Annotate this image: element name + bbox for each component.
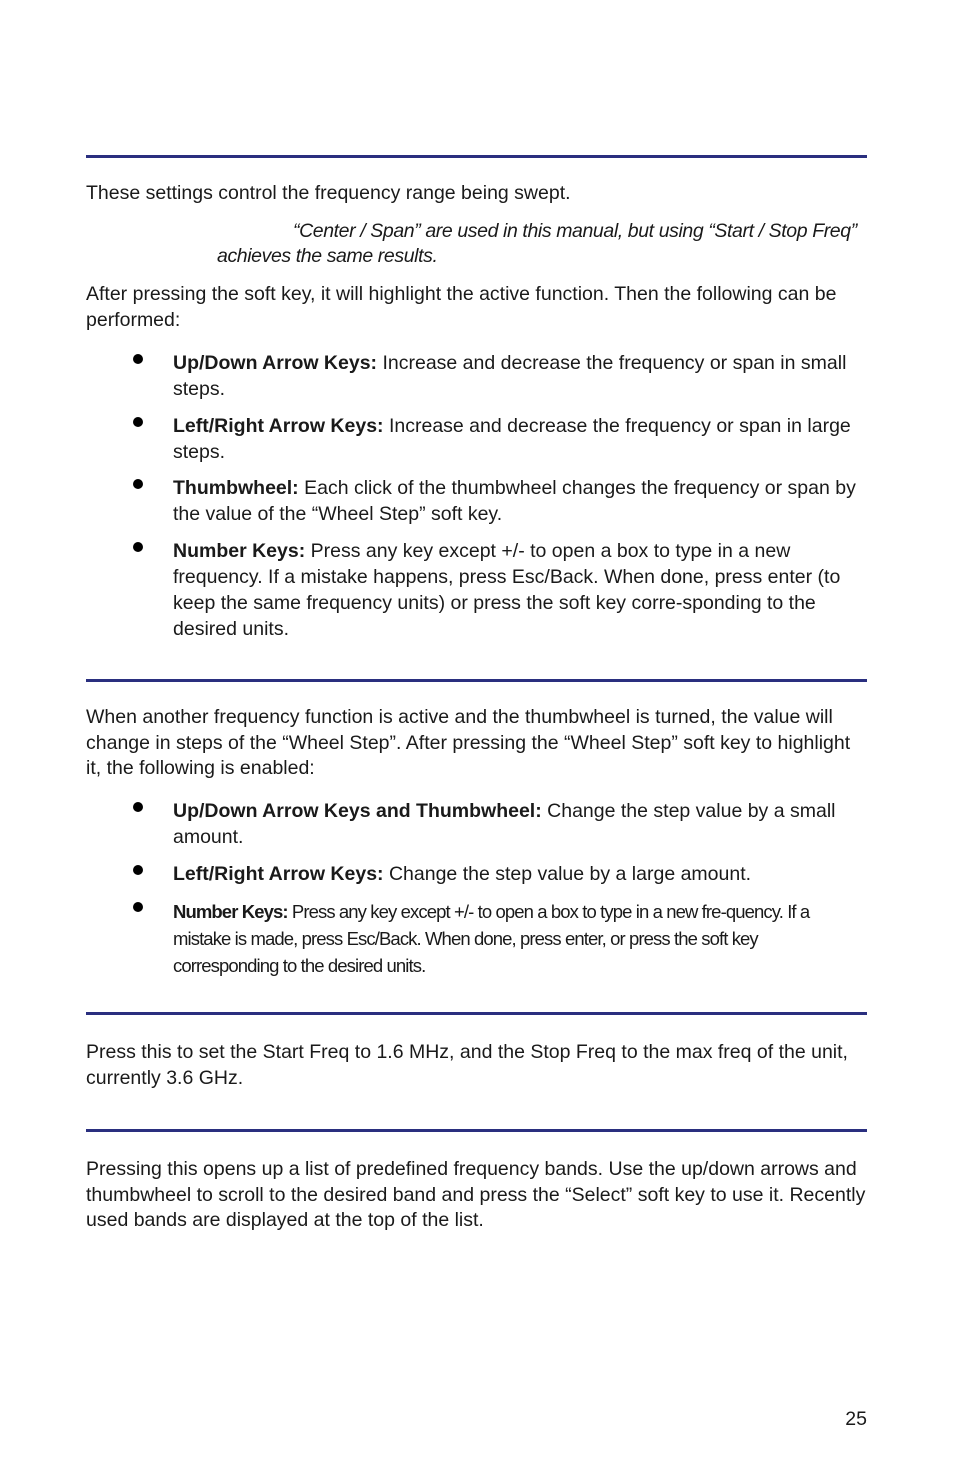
- bullet-icon: [133, 542, 143, 552]
- bullet-icon: [133, 479, 143, 489]
- page-number: 25: [845, 1408, 867, 1430]
- item-text: Change the step value by a small amount.: [173, 800, 836, 848]
- item-text: Each click of the thumbwheel changes the frequency or span by the value of the “Wheel Step” soft key.: [173, 477, 856, 525]
- bands-text: Pressing this opens up a list of predefined frequency bands. Use the up/down arrows and thumbwheel to scroll to the desired band and press the “Select” soft key to use it. Recently used bands are displayed at the top of the list.: [86, 1158, 866, 1231]
- freq-intro: These settings control the frequency range being swept.: [86, 182, 571, 204]
- freq-after: After pressing the soft key, it will highlight the active function. Then the following can be performed:: [86, 283, 837, 331]
- item-text: Press any key except +/- to open a box to type in a new fre-quency. If a mistake is made, press Esc/Back. When done, press enter, or press the soft key corresponding to the desired units.: [173, 901, 810, 976]
- section-divider-4: [86, 1129, 867, 1132]
- item-text: Increase and decrease the frequency or span in small steps.: [173, 352, 847, 400]
- item-term: Up/Down Arrow Keys:: [173, 352, 378, 374]
- item-term: Number Keys:: [173, 540, 306, 562]
- item-text: Increase and decrease the frequency or span in large steps.: [173, 415, 851, 463]
- item-term: Left/Right Arrow Keys:: [173, 415, 384, 437]
- freq-note: “Center / Span” are used in this manual, but using “Start / Stop Freq” achieves the same results.: [217, 220, 857, 267]
- section-divider-3: [86, 1012, 867, 1015]
- bullet-icon: [133, 417, 143, 427]
- bullet-icon: [133, 902, 143, 912]
- bullet-icon: [133, 354, 143, 364]
- full-span-text: Press this to set the Start Freq to 1.6 MHz, and the Stop Freq to the max freq of the unit, currently 3.6 GHz.: [86, 1041, 848, 1089]
- section-divider-2: [86, 679, 867, 682]
- section-divider-1: [86, 155, 867, 158]
- bullet-icon: [133, 802, 143, 812]
- item-term: Number Keys:: [173, 901, 288, 922]
- item-term: Thumbwheel:: [173, 477, 299, 499]
- item-term: Up/Down Arrow Keys and Thumbwheel:: [173, 800, 542, 822]
- bullet-icon: [133, 865, 143, 875]
- wheel-intro: When another frequency function is active and the thumbwheel is turned, the value will change in steps of the “Wheel Step”. After pressing the “Wheel Step” soft key to highlight it, the following is enabled:: [86, 706, 851, 779]
- item-term: Left/Right Arrow Keys:: [173, 863, 384, 885]
- item-text: Change the step value by a large amount.: [383, 863, 752, 885]
- item-text: Press any key except +/- to open a box to type in a new frequency. If a mistake happens, press Esc/Back. When done, press enter (to keep the same frequency units) or press the soft key corre-sponding to the desired units.: [173, 540, 841, 640]
